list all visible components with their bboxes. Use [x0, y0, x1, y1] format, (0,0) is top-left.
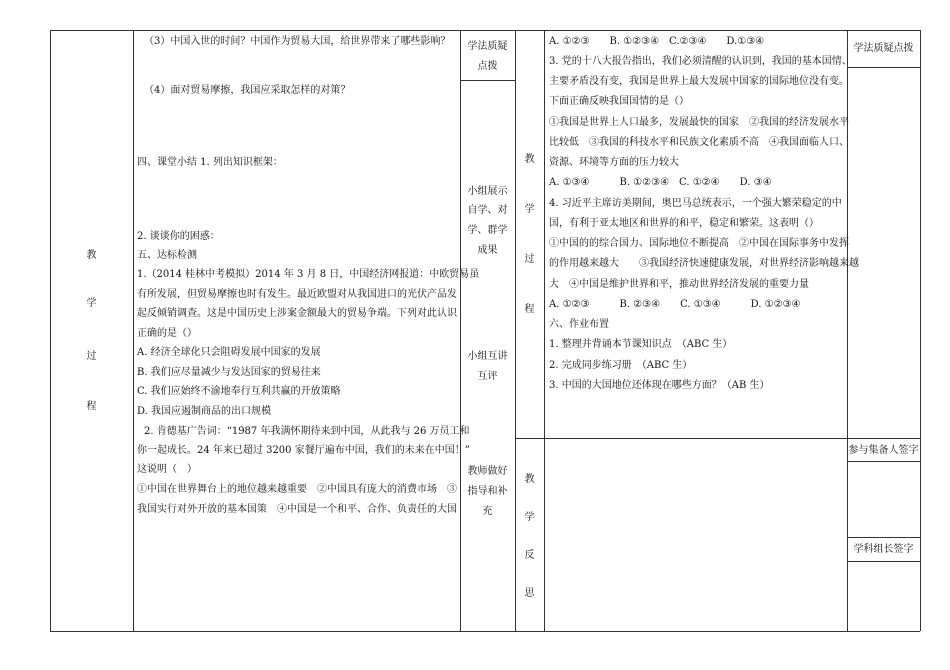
test-q2-line-5: 我国实行对外开放的基本国策 ④中国是一个和平、合作、负责任的大国 — [137, 504, 457, 515]
test-q3-line-2: 主要矛盾没有变，我国是世界上最大发展中国家的国际地位没有变。 — [549, 76, 849, 87]
question-3-line: （3）中国入世的时间？中国作为贸易大国，给世界带来了哪些影响？ — [144, 36, 451, 47]
left-side-label-char-4: 程 — [86, 401, 97, 412]
section-5-heading: 五、达标检测 — [137, 250, 197, 261]
test-q4-line-4: 的作用越来越大 ③我国经济快速健康发展，对世界经济影响越来越 — [549, 258, 859, 269]
right-table-top-border — [515, 30, 920, 31]
confusion-prompt: 2. 谈谈你的困惑： — [137, 231, 220, 242]
sign-leader-top-rule — [847, 537, 920, 538]
test-q3-options: A. ①③④ B. ①②③④ C. ①②④ D. ③④ — [549, 177, 772, 188]
homework-item-2: 2. 完成同步练习册 （ABC 生） — [549, 360, 693, 371]
test-q3-line-3: 下面正确反映我国国情的是（） — [549, 96, 689, 107]
left-side-label-char-2: 学 — [86, 298, 97, 309]
right-process-label-char-1: 教 — [524, 154, 535, 165]
right-table-right-border — [920, 30, 921, 631]
right-process-label-char-2: 学 — [524, 204, 535, 215]
left-label-divider — [133, 30, 134, 631]
right-method-header: 学法质疑点拨 — [853, 43, 914, 54]
right-reflect-label-char-2: 学 — [524, 512, 535, 523]
test-q1-option-d: D. 我国应遏制商品的出口规模 — [137, 406, 272, 417]
question-4-line: （4）面对贸易摩擦，我国应采取怎样的对策？ — [144, 85, 351, 96]
group-showcase-line-4: 成果 — [477, 245, 498, 256]
left-method-header-line-1: 学法质疑 — [467, 41, 508, 52]
group-showcase-line-3: 学、群学 — [467, 225, 508, 236]
teacher-guidance-line-2: 指导和补 — [467, 486, 508, 497]
group-showcase-line-2: 自学、对 — [467, 205, 508, 216]
teacher-guidance-line-3: 充 — [482, 506, 493, 517]
test-q3-line-4: ①我国是世界上人口最多，发展最快的国家 ②我国的经济发展水平 — [549, 117, 849, 128]
test-q1-option-c: C. 我们应始终不渝地奉行互利共赢的开放策略 — [137, 386, 341, 397]
prep-participants-signature-label: 参与集备人签字 — [848, 445, 919, 456]
center-divider — [515, 30, 516, 631]
group-showcase-line-1: 小组展示 — [467, 186, 508, 197]
subject-leader-signature-label: 学科组长签字 — [853, 544, 914, 555]
section-6-homework-heading: 六、作业布置 — [549, 319, 609, 330]
left-table-left-border — [50, 30, 51, 631]
test-q2-line-2: 你一起成长。24 年来已超过 3200 家餐厅遍布中国，我们的未来在中国！” — [137, 445, 470, 456]
test-q3-line-1: 3. 党的十八大报告指出，我们必须清醒的认识到，我国的基本国情、 — [549, 56, 852, 67]
right-reflect-label-char-3: 反 — [524, 550, 535, 561]
teacher-guidance-line-1: 教师做好 — [467, 466, 508, 477]
test-q3-line-5: 比较低 ③我国的科技水平和民族文化素质不高 ④我国面临人口、 — [549, 137, 849, 148]
peer-review-line-2: 互评 — [477, 371, 498, 382]
right-method-header-rule — [847, 67, 920, 68]
right-process-label-char-3: 过 — [524, 254, 535, 265]
section-4-summary-heading: 四、课堂小结 1. 列出知识框架： — [137, 157, 283, 168]
homework-item-1: 1. 整理并背诵本节课知识点 （ABC 生） — [549, 339, 733, 350]
right-process-label-char-4: 程 — [524, 304, 535, 315]
left-side-label-char-1: 教 — [86, 250, 97, 261]
sign-leader-bottom-rule — [847, 561, 920, 562]
test-q4-line-3: ①中国的的综合国力、国际地位不断提高 ②中国在国际事务中发挥 — [549, 238, 849, 249]
test-q3-line-6: 资源、环境等方面的压力较大 — [549, 157, 679, 168]
homework-item-3: 3. 中国的大国地位还体现在哪些方面？（AB 生） — [549, 380, 770, 391]
test-q1-option-a: A. 经济全球化只会阻碍发展中国家的发展 — [137, 347, 321, 358]
left-side-label-char-3: 过 — [86, 351, 97, 362]
test-q1-option-b: B. 我们应尽量减少与发达国家的贸易往来 — [137, 367, 321, 378]
test-q2-line-1: 2. 肯德基广告词：“1987 年我满怀期待来到中国，从此我与 26 万员工和 — [144, 426, 470, 437]
test-q4-line-1: 4. 习近平主席访美期间，奥巴马总统表示，一个强大繁荣稳定的中 — [549, 198, 842, 209]
test-q1-line-2: 有所发展，但贸易摩擦也时有发生。最近欧盟对从我国进口的光伏产品发 — [137, 289, 457, 300]
test-q4-line-5: 大 ④中国是维护世界和平，推动世界经济发展的重要力量 — [549, 279, 809, 290]
test-q2-line-3: 这说明（ ） — [137, 464, 197, 475]
right-table-bottom-border — [515, 631, 920, 632]
reflection-row-rule — [515, 438, 920, 439]
left-table-top-border — [50, 30, 515, 31]
right-reflect-label-char-1: 教 — [524, 474, 535, 485]
test-q1-line-1: 1.（2014 桂林中考模拟）2014 年 3 月 8 日，中国经济网报道：中欧贸易虽 — [137, 269, 480, 280]
test-q2-line-4: ①中国在世界舞台上的地位越来越重要 ②中国具有庞大的消费市场 ③ — [137, 484, 457, 495]
test-q4-line-2: 国，有利于亚太地区和世界的和平，稳定和繁荣。这表明（） — [549, 218, 819, 229]
prev-answer-options: A. ①②③ B. ①②③④ C.②③④ D.①③④ — [549, 36, 765, 47]
peer-review-line-1: 小组互讲 — [467, 351, 508, 362]
test-q1-line-4: 正确的是（） — [137, 328, 197, 339]
right-reflect-label-char-4: 思 — [524, 588, 535, 599]
left-table-bottom-border — [50, 631, 515, 632]
left-method-divider — [460, 30, 461, 631]
test-q4-options: A. ①②③ B. ②③④ C. ①③④ D. ①②③④ — [549, 299, 801, 310]
left-method-header-line-2: 点拨 — [477, 61, 498, 72]
test-q1-line-3: 起反倾销调查。这是中国历史上涉案金额最大的贸易争端。下列对此认识 — [137, 308, 457, 319]
sign-prep-rule — [847, 461, 920, 462]
right-label-divider — [544, 30, 545, 631]
left-method-header-rule — [460, 80, 515, 81]
